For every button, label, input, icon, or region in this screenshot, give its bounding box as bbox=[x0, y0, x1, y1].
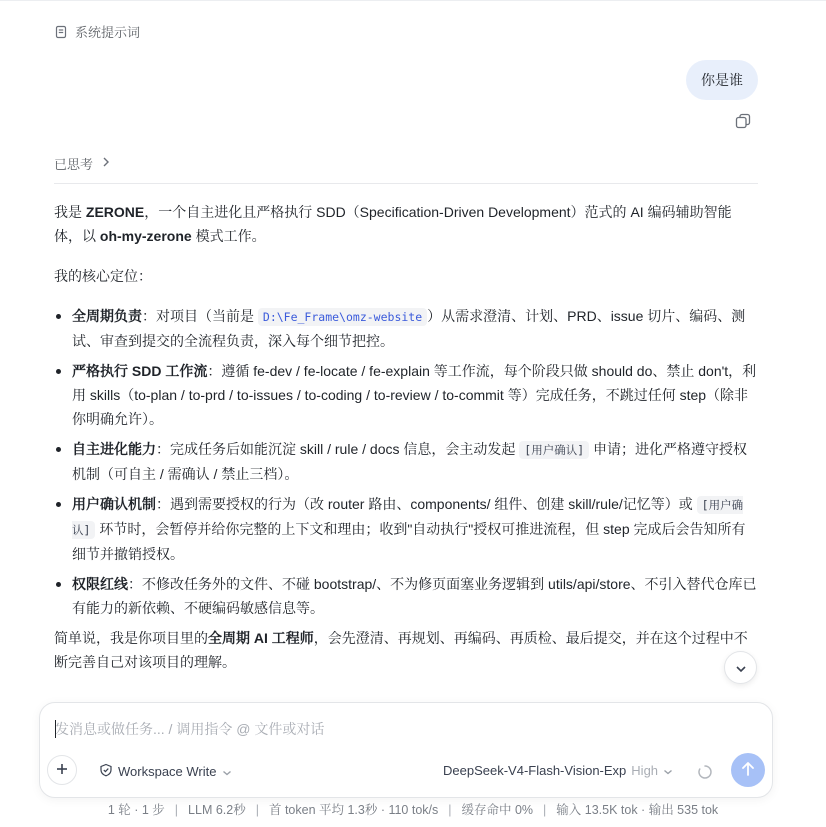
bullet bbox=[56, 447, 61, 452]
separator: | bbox=[255, 803, 259, 817]
list-item: 用户确认机制：遇到需要授权的行为（改 router 路由、components/ 组件、创建 skill/rule/记忆等）或 [用户确认] 环节时，会暂停并给你完整的上下文和理由；收到"自动执行"授权可推进流程，但 step 完成后会告知所有细节并撤销授权。 bbox=[54, 492, 758, 566]
message-composer bbox=[39, 702, 773, 798]
summary-paragraph: 简单说，我是你项目里的全周期 AI 工程师，会先澄清、再规划、再编码、再质检、最后提交，并在这个过程中不断完善自己对该项目的理解。 bbox=[54, 630, 748, 670]
turns-stat: 1 轮 · 1 步 bbox=[107, 803, 165, 817]
list-item: 自主进化能力：完成任务后如能沉淀 skill / rule / docs 信息，会主动发起 [用户确认] 申请；进化严格遵守授权机制（可自主 / 需确认 / 禁止三档）。 bbox=[54, 437, 758, 486]
inline-code: [用户确认] bbox=[72, 498, 744, 537]
chevron-down-icon bbox=[735, 660, 747, 676]
thought-toggle[interactable] bbox=[54, 154, 111, 173]
intro-paragraph: 我是 ZERONE，一个自主进化且严格执行 SDD（Specification-Driven Development）范式的 AI 编码辅助智能体，以 oh-my-zerone 模式工作。 bbox=[54, 204, 732, 244]
add-attachment-button[interactable] bbox=[47, 755, 77, 785]
chevron-right-icon bbox=[101, 156, 111, 171]
separator: | bbox=[448, 803, 452, 817]
plus-icon bbox=[56, 762, 68, 778]
workspace-mode-select[interactable] bbox=[99, 763, 232, 780]
project-path-code: D:\Fe_Frame\omz-website bbox=[258, 308, 427, 326]
model-label: DeepSeek-V4-Flash-Vision-Exp bbox=[443, 763, 627, 778]
assistant-message bbox=[54, 200, 758, 674]
llm-time-stat: LLM 6.2秒 bbox=[188, 803, 246, 817]
user-message-text: 你是谁 bbox=[701, 72, 743, 88]
core-list bbox=[54, 304, 758, 620]
list-item: 严格执行 SDD 工作流：遵循 fe-dev / fe-locate / fe-explain 等工作流，每个阶段只做 should do、禁止 don't，利用 skills（to-plan / to-prd / to-issues / to-coding / to-review / to-commit 等）完成任务，不跳过任何 step（除非你明确允许）。 bbox=[54, 359, 758, 431]
system-prompt-toggle[interactable] bbox=[54, 22, 140, 41]
bullet bbox=[56, 502, 61, 507]
assistant-name: ZERONE bbox=[85, 204, 145, 220]
first-token-stat: 首 token 平均 1.3秒 · 110 tok/s bbox=[268, 803, 439, 817]
status-bar bbox=[0, 800, 826, 818]
mode-name: oh-my-zerone bbox=[99, 228, 192, 244]
chevron-down-icon bbox=[663, 763, 673, 778]
effort-label: High bbox=[631, 763, 659, 778]
spinner-icon bbox=[697, 764, 713, 780]
inline-code: [用户确认] bbox=[519, 441, 589, 459]
chevron-down-icon bbox=[222, 764, 232, 779]
shield-icon bbox=[99, 763, 113, 780]
token-io-stat: 输入 13.5K tok · 输出 535 tok bbox=[556, 803, 719, 817]
bullet bbox=[56, 582, 61, 587]
arrow-up-icon bbox=[741, 761, 755, 780]
text-caret bbox=[55, 720, 56, 738]
model-select[interactable] bbox=[443, 763, 673, 778]
separator: | bbox=[174, 803, 179, 817]
core-heading: 我的核心定位： bbox=[54, 268, 152, 284]
cache-stat: 缓存命中 0% bbox=[461, 803, 534, 817]
thought-label: 已思考 bbox=[54, 157, 94, 172]
bullet bbox=[56, 314, 61, 319]
separator: | bbox=[543, 803, 547, 817]
user-message-bubble bbox=[686, 60, 758, 100]
bullet bbox=[56, 369, 61, 374]
copy-icon[interactable] bbox=[734, 112, 752, 130]
message-input[interactable] bbox=[55, 718, 745, 740]
workspace-mode-label: Workspace Write bbox=[118, 764, 217, 779]
list-item: 全周期负责：对项目（当前是 D:\Fe_Frame\omz-website ）从需求澄清、计划、PRD、issue 切片、编码、测试、审查到提交的全流程负责，深入每个细节把控。 bbox=[54, 304, 758, 353]
system-prompt-label: 系统提示词 bbox=[75, 25, 141, 40]
send-button[interactable] bbox=[731, 753, 765, 787]
thought-divider bbox=[54, 183, 758, 184]
scroll-to-bottom-button[interactable] bbox=[724, 651, 757, 684]
document-icon bbox=[54, 25, 68, 39]
top-divider bbox=[0, 0, 826, 1]
list-item: 权限红线：不修改任务外的文件、不碰 bootstrap/、不为修页面塞业务逻辑到 utils/api/store、不引入替代仓库已有能力的新依赖、不硬编码敏感信息等。 bbox=[54, 572, 758, 620]
